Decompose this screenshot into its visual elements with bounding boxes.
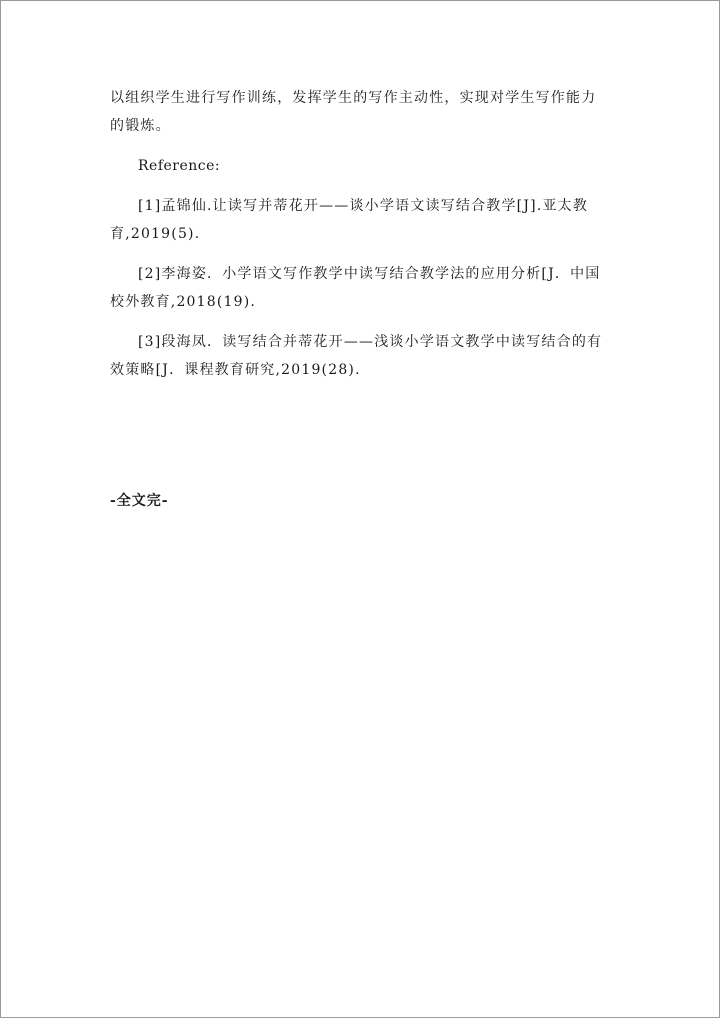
reference-item-1: [1]孟锦仙.让读写并蒂花开——谈小学语文读写结合教学[J].亚太教育,2019(5). <box>110 198 589 242</box>
reference-item-3: [3]段海凤．读写结合并蒂花开——浅谈小学语文教学中读写结合的有效策略[J．课程教育研究,2019(28). <box>110 334 603 378</box>
paragraph-tail: 以组织学生进行写作训练，发挥学生的写作主动性，实现对学生写作能力的锻炼。 <box>110 90 597 134</box>
reference-item-2: [2]李海姿．小学语文写作教学中读写结合教学法的应用分析[J．中国校外教育,2018(19). <box>110 266 601 310</box>
end-of-document-mark: -全文完- <box>110 493 169 509</box>
references-heading: Reference: <box>138 158 221 174</box>
document-body <box>110 84 610 384</box>
